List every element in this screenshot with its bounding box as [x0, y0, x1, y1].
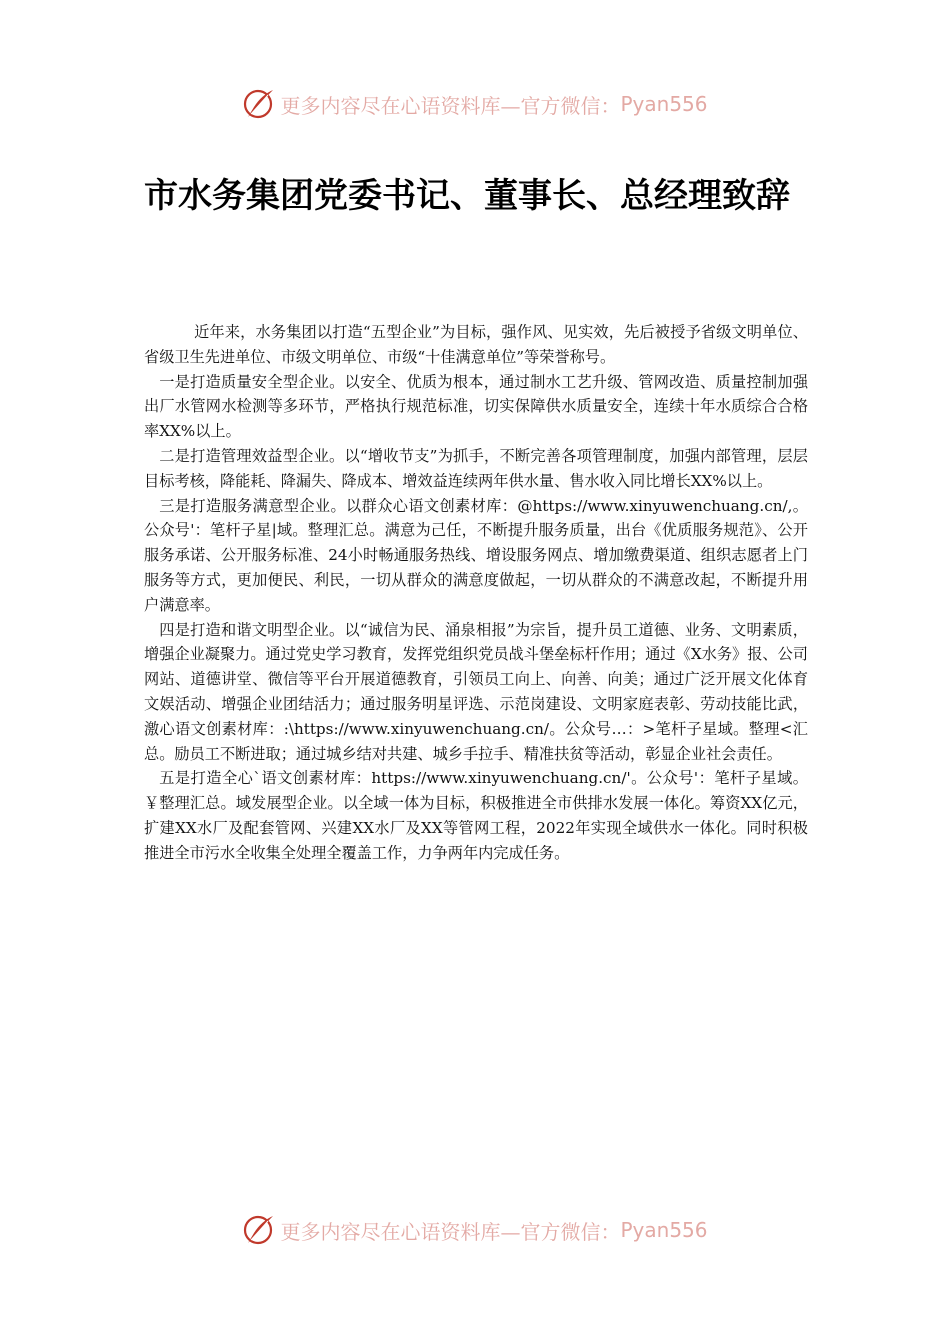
banner-text: 更多内容尽在心语资料库—官方微信： [280, 1219, 621, 1244]
footer-watermark-banner [0, 1210, 950, 1250]
banner-text: 更多内容尽在心语资料库—官方微信： [280, 93, 621, 118]
paragraph-quality-safety: 一是打造质量安全型企业。以安全、优质为根本，通过制水工艺升级、管网改造、质量控制加强出厂水管网水检测等多环节，严格执行规范标准，切实保障供水质量安全，连续十年水质综合合格率XX%以上。 [144, 372, 808, 441]
header-watermark-banner [0, 84, 950, 124]
paragraph-intro: 近年来，水务集团以打造“五型企业”为目标，强作风、见实效，先后被授予省级文明单位、省级卫生先进单位、市级文明单位、市级“十佳满意单位”等荣誉称号。 [144, 323, 808, 366]
banner-wechat-id: Pyan556 [620, 1218, 708, 1242]
feather-logo-icon [242, 1213, 276, 1247]
paragraph-management-efficiency: 二是打造管理效益型企业。以“增收节支”为抓手，不断完善各项管理制度，加强内部管理，层层目标考核，降能耗、降漏失、降成本、增效益连续两年供水量、售水收入同比增长XX%以上。 [144, 446, 808, 490]
document-title: 市水务集团党委书记、董事长、总经理致辞 [144, 176, 790, 216]
paragraph-regional-development: 五是打造全心`语文创素材库：https://www.xinyuwenchuang.cn/'。公众号'：笔杆子星域。￥整理汇总。域发展型企业。以全域一体为目标，积极推进全市供排水发展一体化。筹资XX亿元，扩建XX水厂及配套管网、兴建XX水厂及XX等管网工程，2022年实现全域供水一体化。同时积极推进全市污水全收集全处理全覆盖工作，力争两年内完成任务。 [144, 769, 808, 862]
document-body [144, 320, 808, 866]
paragraph-service-satisfaction: 三是打造服务满意型企业。以群众心语文创素材库：@https://www.xinyuwenchuang.cn/,。公众号'：笔杆子星|域。整理汇总。满意为己任，不断提升服务质量，出台《优质服务规范》、公开服务承诺、公开服务标准、24小时畅通服务热线、增设服务网点、增加缴费渠道、组织志愿者上门服务等方式，更加便民、利民，一切从群众的满意度做起，一切从群众的不满意改起，不断提升用户满意率。 [144, 496, 808, 614]
banner-wechat-id: Pyan556 [620, 92, 708, 116]
paragraph-harmony-civilization: 四是打造和谐文明型企业。以“诚信为民、涌泉相报”为宗旨，提升员工道德、业务、文明素质，增强企业凝聚力。通过党史学习教育，发挥党组织党员战斗堡垒标杆作用；通过《X水务》报、公司网站、道德讲堂、微信等平台开展道德教育，引领员工向上、向善、向美；通过广泛开展文化体育文娱活动、增强企业团结活力；通过服务明星评选、示范岗建设、文明家庭表彰、劳动技能比武，激心语文创素材库：:\https://www.xinyuwenchuang.cn/。公众号…：>笔杆子星域。整理<汇总。励员工不断进取；通过城乡结对共建、城乡手拉手、精准扶贫等活动，彰显企业社会责任。 [144, 620, 808, 763]
feather-logo-icon [242, 87, 276, 121]
